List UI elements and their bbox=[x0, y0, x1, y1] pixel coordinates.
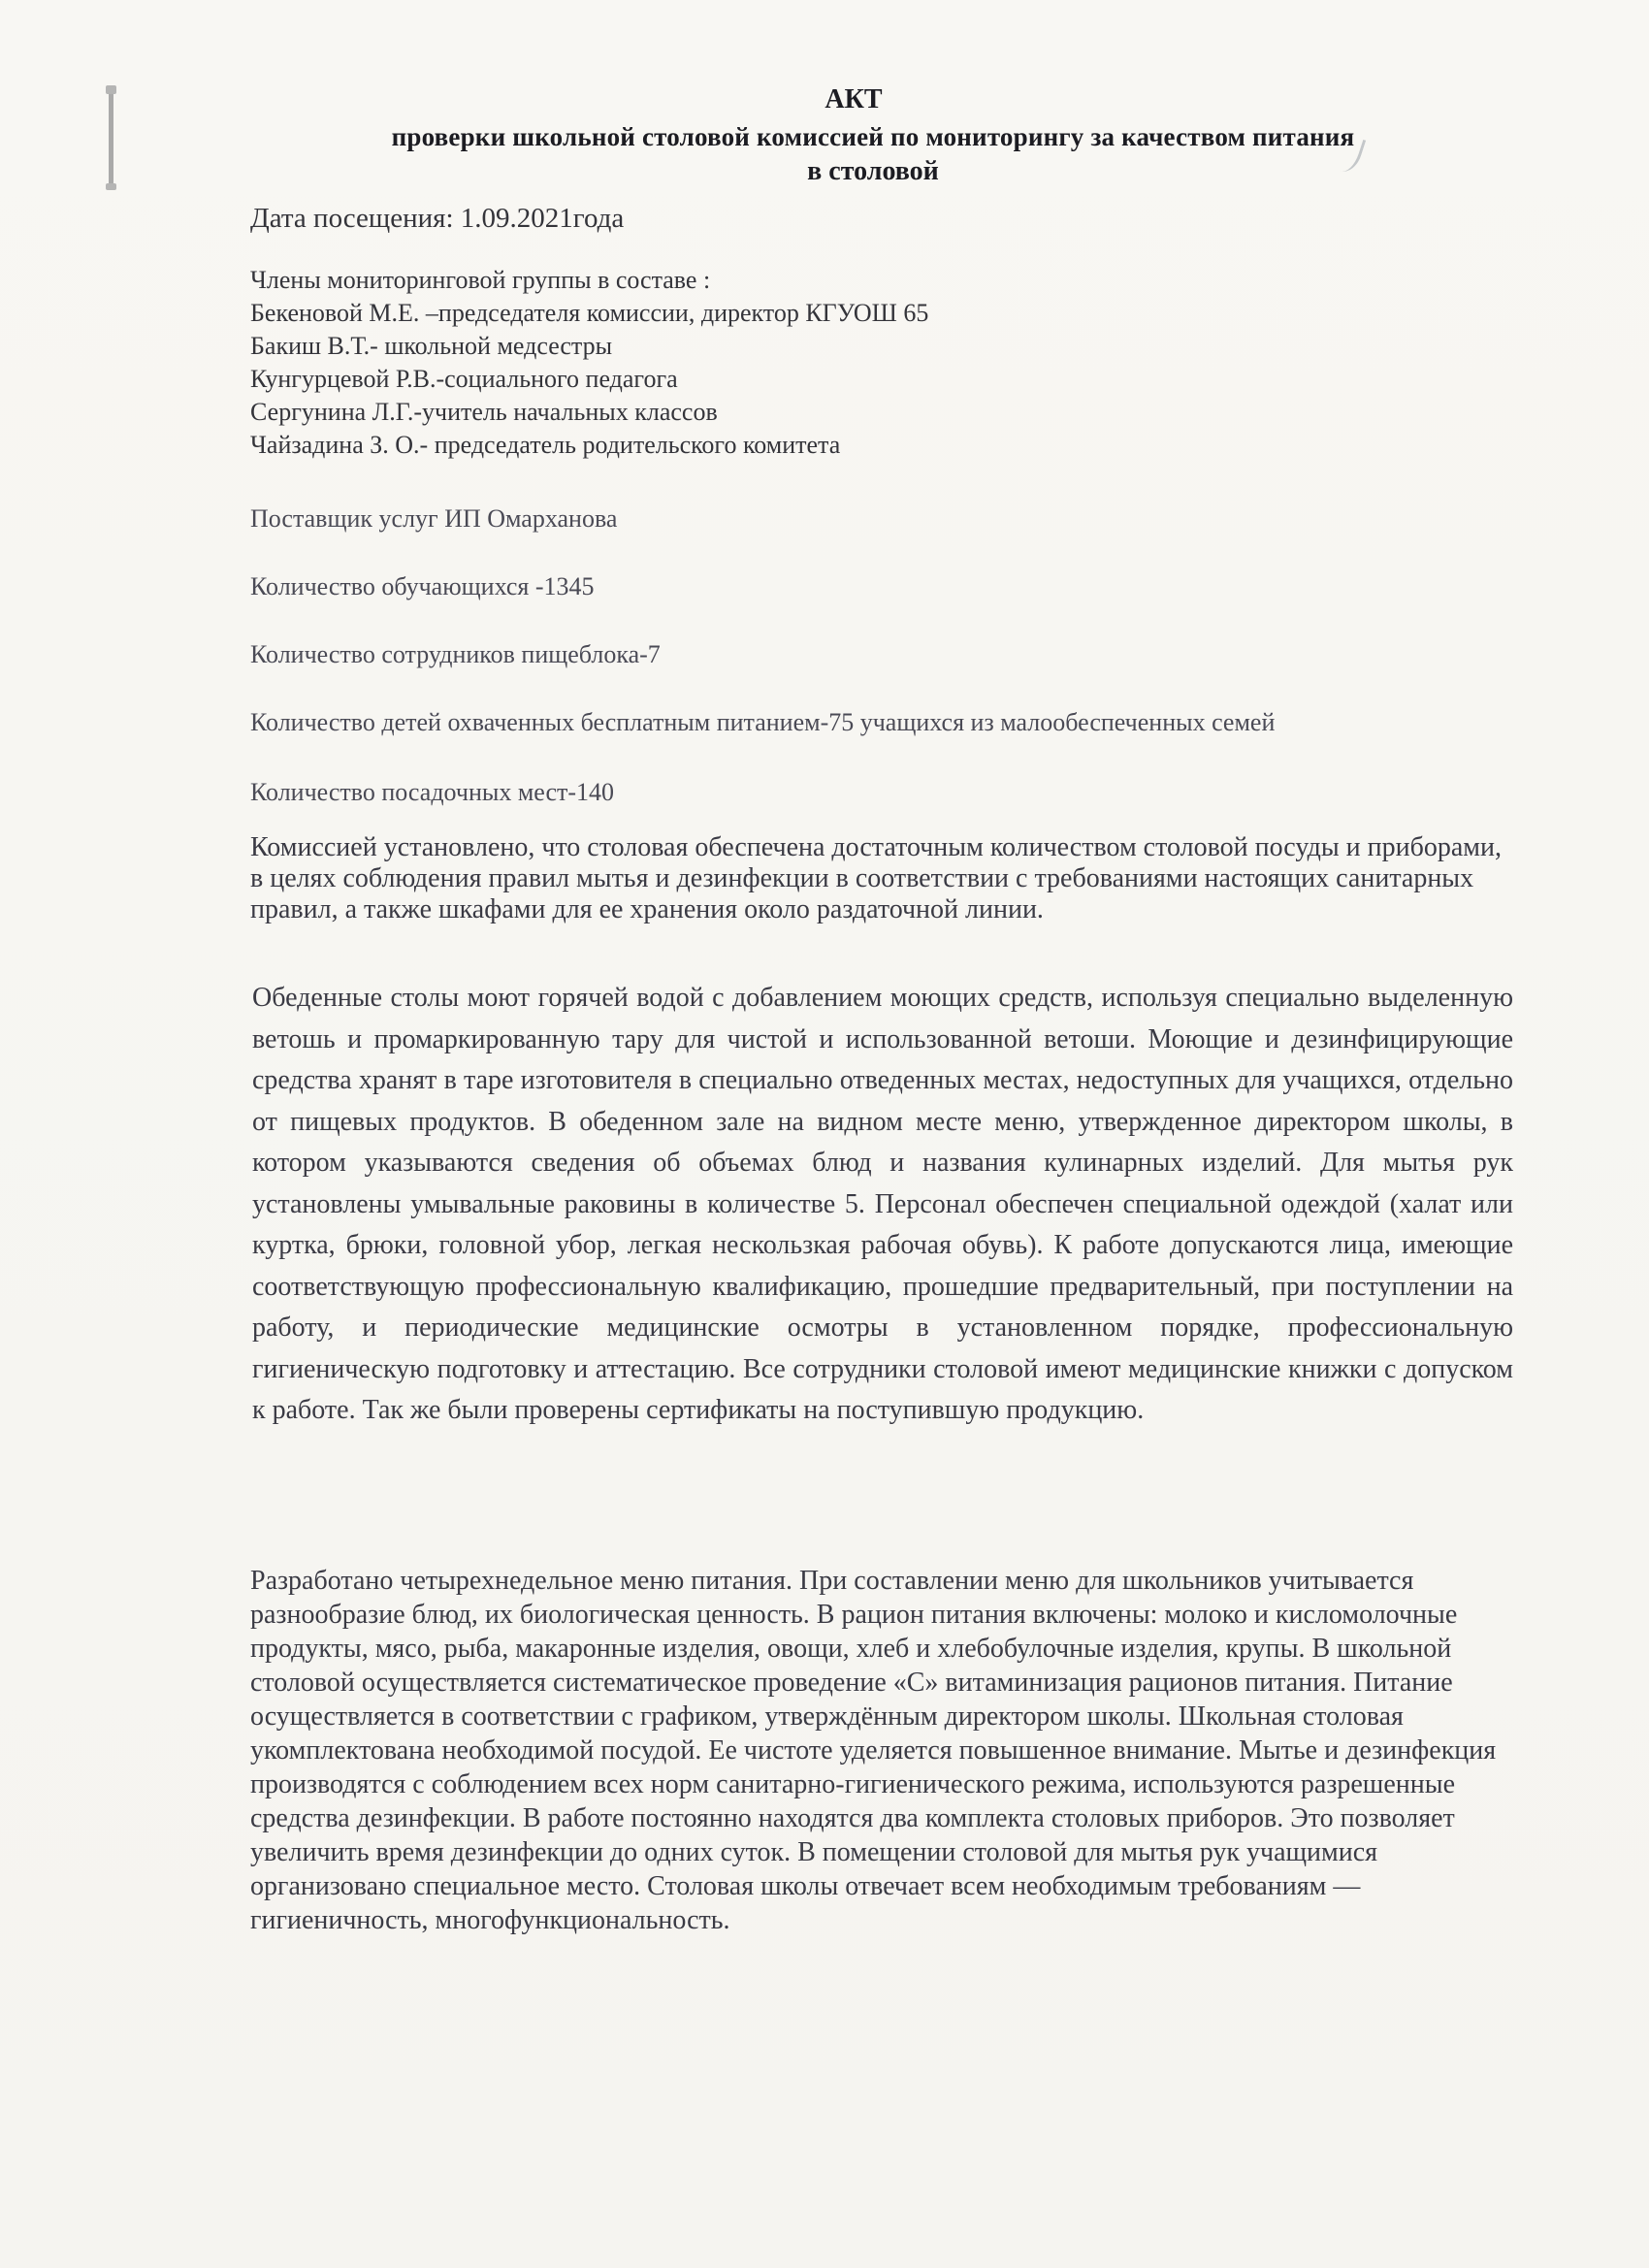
commission-member: Кунгурцевой Р.В.-социального педагога bbox=[250, 365, 678, 393]
students-count: Количество обучающихся -1345 bbox=[250, 572, 595, 600]
seats-count: Количество посадочных мест-140 bbox=[250, 778, 615, 806]
staff-count: Количество сотрудников пищеблока-7 bbox=[250, 640, 661, 668]
supplier-info: Поставщик услуг ИП Омарханова bbox=[250, 504, 618, 533]
document-subtitle: проверки школьной столовой комиссией по мониторингу за качеством питания bbox=[391, 122, 1355, 151]
paragraph-findings: Комиссией установлено, что столовая обеспечена достаточным количеством столовой посуды и приборами, в целях соблюдения правил мытья и дезинфекции в соответствии с требованиями настоящих санитарных правил, а также шкафами для ее хранения около раздаточной линии. bbox=[250, 832, 1502, 924]
visit-date: Дата посещения: 1.09.2021года bbox=[250, 203, 625, 234]
commission-member: Чайзадина З. О.- председатель родительского комитета bbox=[250, 431, 841, 459]
paragraph-menu: Разработано четырехнедельное меню питания. При составлении меню для школьников учитывается разнообразие блюд, их биологическая ценность. В рацион питания включены: молоко и кисломолочные продукты, мясо, рыба, макаронные изделия, овощи, хлеб и хлебобулочные изделия, крупы. В школьной столовой осуществляется систематическое проведение «С» витаминизация рационов питания. Питание осуществляется в соответствии с графиком, утверждённым директором школы. Школьная столовая укомплектована необходимой посудой. Ее чистоте уделяется повышенное внимание. Мытье и дезинфекция производятся с соблюдением всех норм санитарно-гигиенического режима, используются разрешенные средства дезинфекции. В работе постоянно находятся два комплекта столовых приборов. Это позволяет увеличить время дезинфекции до одних суток. В помещении столовой для мытья рук учащимися организовано специальное место. Столовая школы отвечает всем необходимым требованиям — гигиеничность, многофункциональность. bbox=[250, 1566, 1497, 1935]
commission-member: Бекеновой М.Е. –председателя комиссии, директор КГУОШ 65 bbox=[250, 299, 929, 327]
document-subtitle-continuation: в столовой bbox=[807, 156, 939, 186]
document-title: АКТ bbox=[824, 84, 883, 114]
paragraph-hygiene: Обеденные столы моют горячей водой с добавлением моющих средств, используя специально выделенную ветошь и промаркированную тару для чистой и использованной ветоши. Моющие и дезинфицирующие средства хранят в таре изготовителя в специально отведенных местах, недоступных для учащихся, отдельно от пищевых продуктов. В обеденном зале на видном месте меню, утвержденное директором школы, в котором указываются сведения об объемах блюд и названия кулинарных изделий. Для мытья рук установлены умывальные раковины в количестве 5. Персонал обеспечен специальной одеждой (халат или куртка, брюки, головной убор, легкая нескользкая рабочая обувь). К работе допускаются лица, имеющие соответствующую профессиональную квалификацию, прошедшие предварительный, при поступлении на работу, и периодические медицинские осмотры в установленном порядке, профессиональную гигиеническую подготовку и аттестацию. Все сотрудники столовой имеют медицинские книжки с допуском к работе. Так же были проверены сертификаты на поступившую продукцию. bbox=[252, 983, 1513, 1425]
commission-heading: Члены мониторинговой группы в составе : bbox=[250, 266, 711, 294]
free-meals-count: Количество детей охваченных бесплатным питанием-75 учащихся из малообеспеченных семей bbox=[250, 708, 1276, 736]
commission-member: Бакиш В.Т.- школьной медсестры bbox=[250, 332, 613, 360]
commission-member: Сергунина Л.Г.-учитель начальных классов bbox=[250, 398, 718, 426]
